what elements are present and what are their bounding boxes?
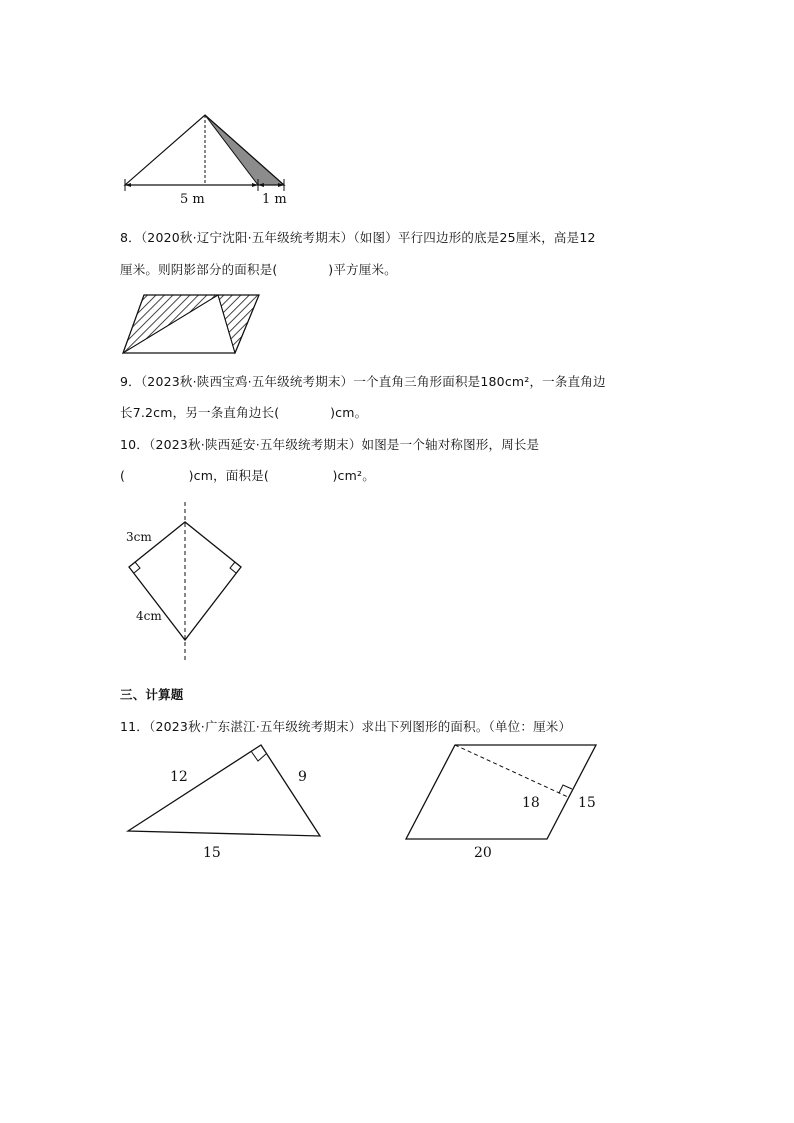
label-12: 12: [170, 769, 188, 785]
height-dashed-line-2: [455, 745, 568, 797]
label-15-base: 15: [203, 845, 221, 861]
label-1m: 1 m: [262, 192, 287, 207]
right-angle-mark: [251, 751, 266, 761]
q11-line1: 11．（2023秋·广东湛江·五年级统考期末）求出下列图形的面积。（单位：厘米）: [120, 719, 572, 734]
q8-line1: 8．（2020秋·辽宁沈阳·五年级统考期末）（如图）平行四边形的底是25厘米，高是12: [120, 230, 596, 245]
kite-figure: [120, 500, 250, 665]
q9-line1: 9．（2023秋·陕西宝鸡·五年级统考期末）一个直角三角形面积是180cm²，一条直角边: [120, 374, 606, 389]
right-triangle-figure: [120, 735, 335, 865]
label-5m: 5 m: [180, 192, 205, 207]
q8-line2: 厘米。则阴影部分的面积是( )平方厘米。: [120, 262, 397, 277]
right-angle-mark-right: [230, 562, 236, 573]
parallelogram-height-figure: [400, 740, 605, 865]
label-9: 9: [298, 769, 307, 785]
label-4cm: 4cm: [136, 609, 162, 623]
q10-line1: 10．（2023秋·陕西延安·五年级统考期末）如图是一个轴对称图形，周长是: [120, 437, 540, 452]
right-angle-mark-left: [134, 562, 140, 573]
label-3cm: 3cm: [126, 530, 152, 544]
q10-line2: ( )cm，面积是( )cm²。: [120, 468, 375, 483]
parallelogram-hatched-figure: [118, 290, 268, 360]
right-triangle-outline: [128, 745, 320, 836]
right-angle-mark-2: [559, 785, 572, 793]
triangle-shaded-figure: [115, 105, 300, 210]
label-18: 18: [522, 795, 540, 811]
section-title: 三、计算题: [120, 687, 184, 702]
label-20-base: 20: [474, 845, 492, 861]
parallelogram-outline-2: [406, 745, 596, 839]
q9-line2: 长7.2cm，另一条直角边长( )cm。: [120, 405, 368, 420]
label-15-side: 15: [578, 795, 596, 811]
